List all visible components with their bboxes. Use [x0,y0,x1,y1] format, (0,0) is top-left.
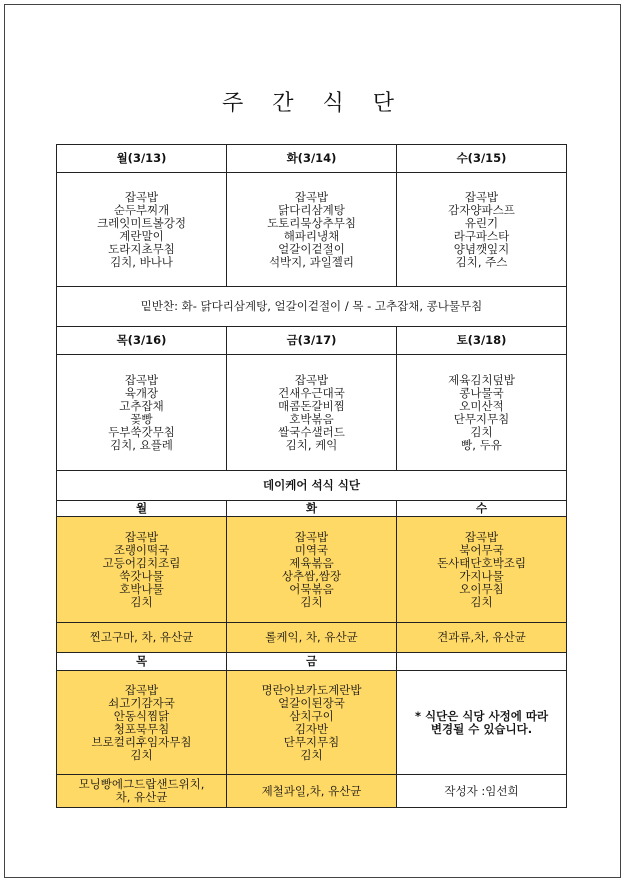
menu-item: 석박지, 과일젤리 [268,254,355,269]
meal-cell [227,517,397,623]
menu-item: 빵, 두유 [461,437,502,452]
menu-item: 안동식찜닭 [113,708,170,723]
meal-cell [227,173,397,287]
menu-item: 미역국 [294,542,329,557]
menu-item: 김치, 바나나 [110,254,173,269]
menu-item: 감자양파스프 [448,202,515,217]
menu-item: 쌀국수샐러드 [278,424,345,439]
side-dish-note: 밑반찬: 화- 닭다리삼계탕, 얼갈이겉절이 / 목 - 고추잡채, 콩나물무침 [57,287,567,327]
day-header: 화 [227,501,397,517]
menu-item: 북어무국 [459,542,504,557]
menu-item: 도라지초무침 [108,241,175,256]
menu-item: 순두부찌개 [113,202,170,217]
notice-line: 변경될 수 있습니다. [430,721,533,736]
day-header: 수(3/15) [397,145,567,173]
menu-item: 김치, 케익 [285,437,338,452]
menu-item: 돈사태단호박조림 [437,555,526,570]
day-header: 금(3/17) [227,327,397,355]
menu-item: 김치 [130,594,153,609]
menu-item: 김치 [300,747,323,762]
menu-item: 오이무침 [459,581,504,596]
menu-item: 두부쑥갓무침 [108,424,175,439]
daycare-meals-row-2 [57,671,567,775]
menu-item: 청포묵무침 [113,721,170,736]
meal-cell [397,355,567,471]
menu-item: 명란아보카도계란밥 [261,682,362,697]
day-header: 월(3/13) [57,145,227,173]
menu-item: 얼갈이된장국 [278,695,345,710]
menu-item: 라구파스타 [453,228,510,243]
menu-item: 오미산적 [459,398,504,413]
notice-cell [397,671,567,775]
menu-item: 쇠고기감자국 [108,695,175,710]
menu-item: 잡곡밥 [124,372,159,387]
daycare-title-row [57,471,567,501]
snack-cell: 찐고구마, 차, 유산균 [57,623,227,653]
menu-item: 김치 [130,747,153,762]
meal-cell [227,671,397,775]
snack-cell [227,775,397,808]
meal-cell [227,355,397,471]
menu-item: 양념깻잎지 [453,241,510,256]
meal-cell [57,355,227,471]
meal-cell [397,173,567,287]
menu-item: 단무지무침 [283,734,340,749]
daycare-title: 데이케어 석식 식단 [57,471,567,501]
meal-cell [57,517,227,623]
menu-item: 잡곡밥 [294,529,329,544]
week1-meals-row [57,173,567,287]
snack-line: 제철과일,차, 유산균 [261,783,362,798]
menu-item: 단무지무침 [453,411,510,426]
menu-item: 해파리냉채 [283,228,340,243]
menu-item: 쑥갓나물 [119,568,164,583]
menu-item: 고추잡채 [119,398,164,413]
menu-item: 유린기 [464,215,499,230]
daycare-header-row [57,501,567,517]
menu-item: 잡곡밥 [124,529,159,544]
day-header: 화(3/14) [227,145,397,173]
menu-item: 도토리묵상추무침 [267,215,356,230]
menu-item: 잡곡밥 [294,372,329,387]
snack-line: 차, 유산균 [115,790,168,804]
side-dish-row [57,287,567,327]
day-header: 목(3/16) [57,327,227,355]
empty-header-cell [397,653,567,671]
menu-item: 삼치구이 [289,708,334,723]
menu-item: 조랭이떡국 [113,542,170,557]
menu-item: 김자반 [294,721,329,736]
menu-item: 건새우근대국 [278,385,345,400]
snack-cell: 견과류,차, 유산균 [397,623,567,653]
snack-cell: 롤케익, 차, 유산균 [227,623,397,653]
meal-cell [57,671,227,775]
menu-item: 호박나물 [119,581,164,596]
week2-meals-row [57,355,567,471]
menu-item: 김치 [470,594,493,609]
day-header: 토(3/18) [397,327,567,355]
menu-item: 김치, 주스 [455,254,508,269]
day-header: 수 [397,501,567,517]
menu-item: 고등어김치조림 [102,555,181,570]
meal-cell [57,173,227,287]
menu-item: 가지나물 [459,568,504,583]
page-title: 주 간 식 단 [222,91,405,116]
menu-item: 상추쌈,쌈장 [281,568,342,583]
daycare-header-row-2 [57,653,567,671]
menu-item: 닭다리삼계탕 [278,202,345,217]
notice-line: * 식단은 식당 사정에 따라 [414,708,549,723]
menu-item: 제육김치덮밥 [448,372,515,387]
menu-item: 잡곡밥 [124,682,159,697]
menu-table [56,144,567,808]
menu-item: 잡곡밥 [124,189,159,204]
menu-item: 계란말이 [119,228,164,243]
menu-item: 잡곡밥 [464,189,499,204]
menu-item: 얼갈이겉절이 [278,241,345,256]
menu-item: 잡곡밥 [464,529,499,544]
menu-item: 꽃빵 [130,411,153,426]
menu-item: 크레잇미트볼강정 [97,215,186,230]
menu-item: 육개장 [124,385,159,400]
menu-item: 김치, 요플레 [110,437,173,452]
week2-header-row [57,327,567,355]
menu-item: 어묵볶음 [289,581,334,596]
week1-header-row [57,145,567,173]
daycare-snack-row-2 [57,775,567,808]
daycare-meals-row [57,517,567,623]
menu-item: 제육볶음 [289,555,334,570]
menu-item: 김치 [470,424,493,439]
author-cell: 작성자 :임선희 [397,775,567,808]
day-header: 금 [227,653,397,671]
menu-item: 매콤돈갈비찜 [278,398,345,413]
day-header: 월 [57,501,227,517]
menu-item: 콩나물국 [459,385,504,400]
day-header: 목 [57,653,227,671]
snack-cell [57,775,227,808]
daycare-snack-row [57,623,567,653]
menu-item: 김치 [300,594,323,609]
menu-item: 잡곡밥 [294,189,329,204]
menu-item: 브로컬리후임자무침 [91,734,192,749]
snack-line: 모닝빵에그드랍샌드위치, [78,777,205,791]
menu-item: 호박볶음 [289,411,334,426]
meal-cell [397,517,567,623]
